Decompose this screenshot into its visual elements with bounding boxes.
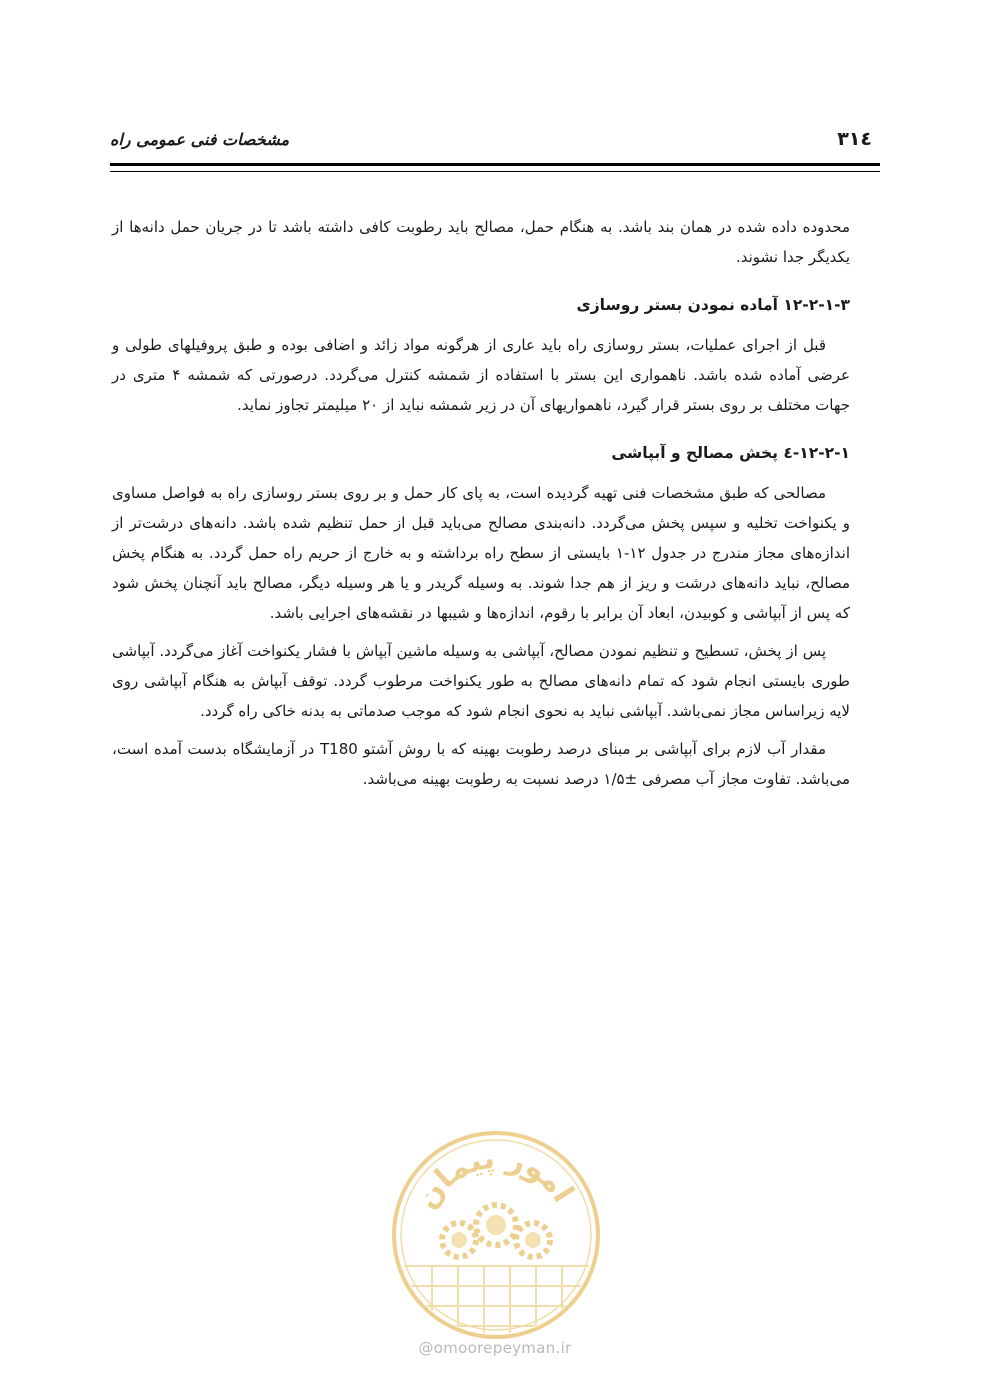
- page-number: ۳۱٤: [837, 128, 872, 150]
- body-text: [112, 212, 850, 802]
- section-heading-4: ۱۲-۲-۱-٤ پخش مصالح و آبپاشی: [611, 444, 850, 462]
- page-header: [110, 128, 880, 156]
- seal-text: امور پیمان: [409, 1140, 581, 1216]
- watermark-seal-icon: [389, 1128, 604, 1343]
- intro-paragraph: محدوده داده شده در همان بند باشد. به هنگام حمل، مصالح باید رطوبت کافی داشته باشد تا در جریان حمل دانه‌ها از یکدیگر جدا نشوند.: [112, 218, 850, 266]
- header-rule-thick: [110, 163, 880, 166]
- header-rule-thin: [110, 171, 880, 172]
- section-4-paragraph-1: مصالحی که طبق مشخصات فنی تهیه گردیده است، به پای کار حمل و بر روی بستر روسازی راه به فواصل مساوی و یکنواخت تخلیه و سپس پخش می‌گردد. دانه‌بندی مصالح می‌باید قبل از حمل تنظیم شده باشد. دانه‌های درشت‌تر از اندازه‌های مجاز مندرج در جدول ۱۲-۱ بایستی از سطح راه برداشته و به خارج از حریم راه حمل گردد. به هنگام پخش مصالح، نباید دانه‌های درشت و ریز از هم جدا شوند. به وسیله گریدر و یا هر وسیله دیگر، مصالح باید آنچنان پخش شود که پس از آبپاشی و کوبیدن، ابعاد آن برابر با رقوم، اندازه‌ها و شیبها در نقشه‌های اجرایی باشد.: [112, 484, 850, 622]
- watermark-caption: @omoorepeyman.ir: [418, 1339, 572, 1357]
- running-title: مشخصات فنی عمومی راه: [110, 130, 290, 149]
- section-3-paragraph: قبل از اجرای عملیات، بستر روسازی راه باید عاری از هرگونه مواد زائد و اضافی بوده و طبق پروفیلهای طولی و عرضی آماده شده باشد. ناهمواری این بستر با استفاده از شمشه کنترل می‌گردد. درصورتی که شمشه ۴ متری در جهات مختلف بر روی بستر قرار گیرد، ناهمواریهای آن در زیر شمشه نباید از ۲۰ میلیمتر تجاوز نماید.: [112, 336, 850, 414]
- section-4-paragraph-3: مقدار آب لازم برای آبپاشی بر مبنای درصد رطوبت بهینه که با روش آشتو T180 در آزمایشگاه بدست آمده است، می‌باشد. تفاوت مجاز آب مصرفی ±۱/۵ درصد نسبت به رطوبت بهینه می‌باشد.: [112, 740, 850, 788]
- section-heading-3: ۱۲-۲-۱-۳ آماده نمودن بستر روسازی: [576, 296, 850, 314]
- section-4-paragraph-2: پس از پخش، تسطیح و تنظیم نمودن مصالح، آبپاشی به وسیله ماشین آبپاش با فشار یکنواخت آغاز می‌گردد. آبپاشی طوری بایستی انجام شود که تمام دانه‌های مصالح به طور یکنواخت مرطوب گردد. توقف آبپاش به هنگام آبپاشی روی لایه زیراساس مجاز نمی‌باشد. آبپاشی نباید به نحوی انجام شود که موجب صدماتی به بدنه خاکی راه گردد.: [112, 642, 850, 720]
